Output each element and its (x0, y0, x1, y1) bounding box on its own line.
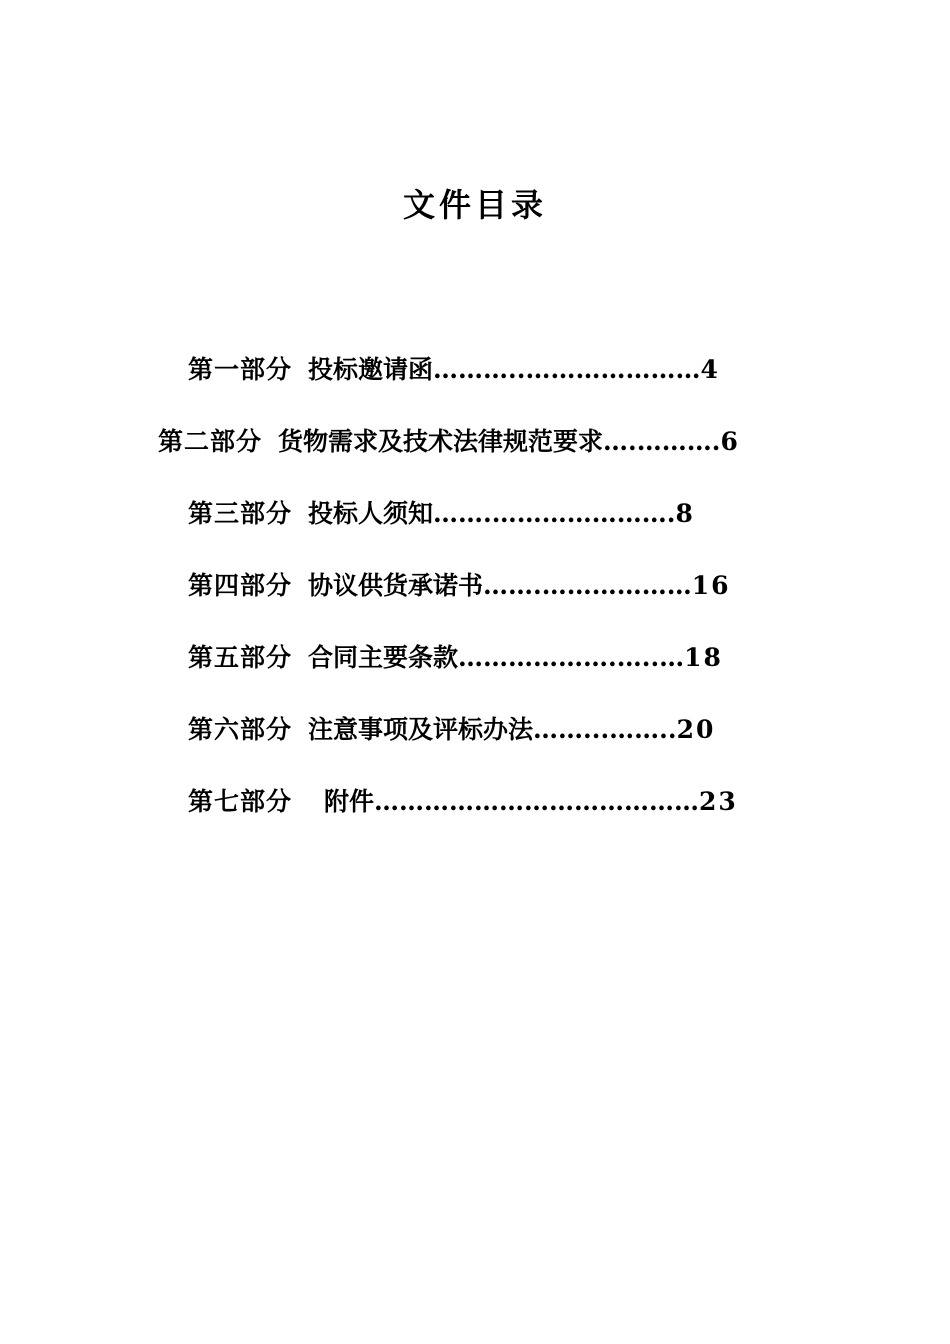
toc-part-label: 第七部分 (188, 787, 293, 816)
toc-page-number: 6 (720, 427, 740, 456)
toc-section-name: 货物需求及技术法律规范要求 (278, 427, 604, 456)
toc-page-number: 4 (700, 355, 720, 384)
toc-part-label: 第五部分 (188, 643, 293, 672)
toc-section-name: 投标邀请函 (308, 355, 434, 384)
toc-entry-part-2[interactable] (158, 427, 740, 457)
toc-leader-dots: …….……………… (483, 571, 692, 600)
toc-section-name: 注意事项及评标办法 (308, 715, 534, 744)
toc-section-name: 投标人须知 (308, 499, 434, 528)
toc-section-name: 附件 (324, 787, 375, 816)
toc-part-label: 第六部分 (188, 715, 293, 744)
toc-leader-dots: ………..………………… (433, 355, 701, 384)
toc-section-name: 协议供货承诺书 (308, 571, 484, 600)
toc-leader-dots: ……...…….. (533, 715, 677, 744)
toc-leader-dots: …….…………………. (433, 499, 676, 528)
toc-part-label: 第一部分 (188, 355, 293, 384)
toc-page-number: 23 (699, 787, 738, 816)
toc-section-name: 合同主要条款 (308, 643, 459, 672)
toc-page-number: 20 (676, 715, 716, 744)
toc-entry-part-4[interactable] (188, 571, 731, 601)
toc-entry-part-5[interactable] (188, 643, 723, 673)
page-title: 文件目录 (402, 186, 547, 224)
toc-entry-part-7[interactable] (188, 787, 738, 817)
toc-entry-part-6[interactable] (188, 715, 715, 745)
toc-part-label: 第三部分 (188, 499, 293, 528)
toc-page-number: 8 (675, 499, 695, 528)
toc-leader-dots: ………………………………… (374, 787, 700, 816)
toc-leader-dots: ……………….…..… (458, 643, 685, 672)
toc-page-number: 18 (684, 643, 723, 672)
toc-part-label: 第四部分 (188, 571, 293, 600)
toc-page-number: 16 (691, 571, 731, 600)
toc-entry-part-1[interactable] (188, 355, 720, 385)
toc-leader-dots: ….………. (603, 427, 721, 456)
toc-part-label: 第二部分 (158, 427, 263, 456)
toc-entry-part-3[interactable] (188, 499, 695, 529)
